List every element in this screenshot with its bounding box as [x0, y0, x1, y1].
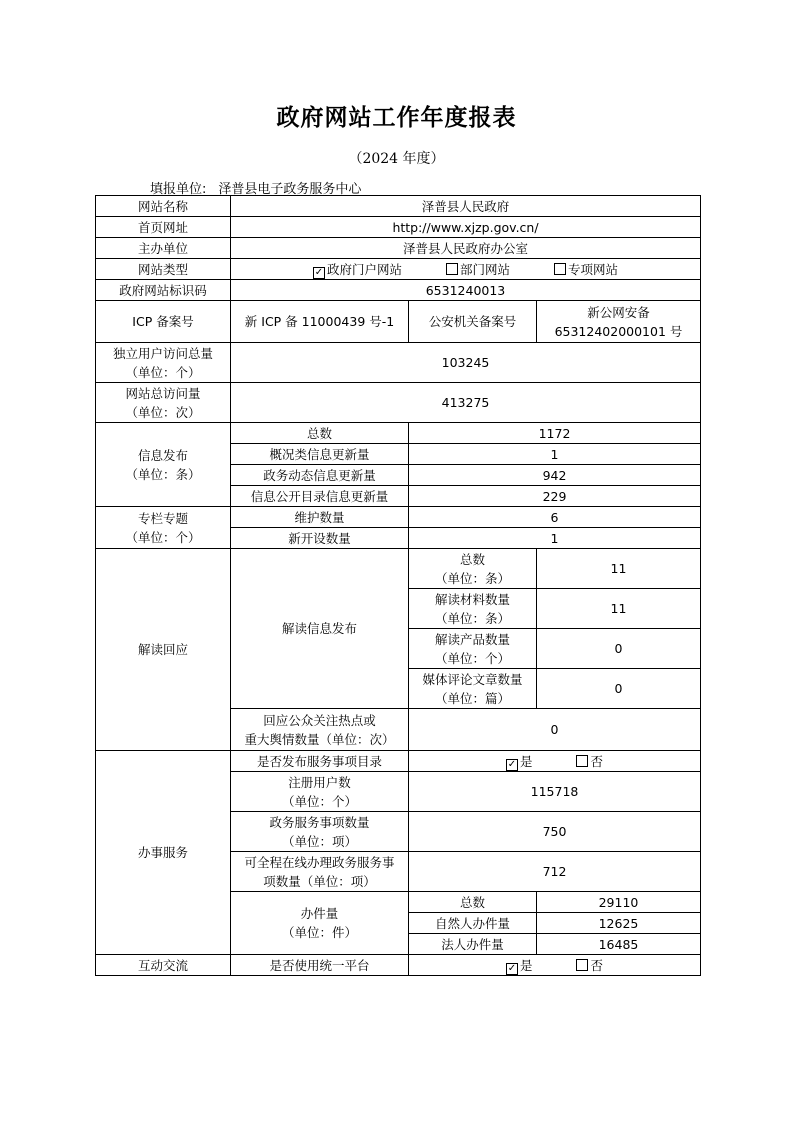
unique-visitors-value: 103245	[231, 343, 701, 383]
info-item-label: 总数	[231, 423, 409, 444]
unified-platform-options	[409, 955, 701, 976]
table-row	[96, 423, 701, 444]
service-catalog-yes: ✓ 是	[507, 753, 533, 770]
unified-platform-label: 是否使用统一平台	[231, 955, 409, 976]
table-row	[96, 955, 701, 976]
site-name-value: 泽普县人民政府	[231, 196, 701, 217]
checkbox-empty-icon	[576, 959, 588, 971]
interpretation-item-label: 解读产品数量 （单位：个）	[409, 629, 537, 669]
interpretation-item-label: 总数 （单位：条）	[409, 549, 537, 589]
table-row	[96, 217, 701, 238]
checkbox-empty-icon	[576, 755, 588, 767]
police-record-value: 新公网安备 65312402000101 号	[537, 301, 701, 343]
columns-item-value: 6	[409, 507, 701, 528]
registered-users-label: 注册用户数 （单位：个）	[231, 772, 409, 812]
online-items-label: 可全程在线办理政务服务事 项数量（单位：项）	[231, 852, 409, 892]
case-item-label: 总数	[409, 892, 537, 913]
service-items-value: 750	[409, 812, 701, 852]
site-type-option-special: 专项网站	[554, 262, 618, 277]
police-record-label: 公安机关备案号	[409, 301, 537, 343]
online-items-value: 712	[409, 852, 701, 892]
unique-visitors-label: 独立用户访问总量 （单位：个）	[96, 343, 231, 383]
cases-label: 办件量 （单位：件）	[231, 892, 409, 955]
table-row	[96, 196, 701, 217]
info-publish-label: 信息发布 （单位：条）	[96, 423, 231, 507]
interpretation-item-value: 0	[537, 629, 701, 669]
sponsor-value: 泽普县人民政府办公室	[231, 238, 701, 259]
services-label: 办事服务	[96, 751, 231, 955]
table-row	[96, 549, 701, 589]
info-item-label: 信息公开目录信息更新量	[231, 486, 409, 507]
checkbox-checked-icon: ✓	[507, 962, 517, 974]
checkbox-checked-icon: ✓	[314, 266, 324, 278]
info-item-label: 概况类信息更新量	[231, 444, 409, 465]
report-year: （2024 年度）	[348, 151, 445, 167]
info-item-value: 229	[409, 486, 701, 507]
table-row	[96, 383, 701, 423]
report-table	[95, 195, 701, 976]
unified-platform-yes: ✓ 是	[507, 957, 533, 974]
service-catalog-no: 否	[576, 754, 603, 769]
interpretation-item-label: 媒体评论文章数量 （单位：篇）	[409, 669, 537, 709]
table-row	[96, 507, 701, 528]
service-catalog-options	[409, 751, 701, 772]
icp-value: 新 ICP 备 11000439 号-1	[231, 301, 409, 343]
table-row	[96, 301, 701, 343]
checkbox-checked-icon: ✓	[507, 758, 517, 770]
site-name-label: 网站名称	[96, 196, 231, 217]
service-catalog-label: 是否发布服务事项目录	[231, 751, 409, 772]
interpretation-item-label: 解读材料数量 （单位：条）	[409, 589, 537, 629]
columns-label: 专栏专题 （单位：个）	[96, 507, 231, 549]
interaction-label: 互动交流	[96, 955, 231, 976]
checkbox-empty-icon	[554, 263, 566, 275]
site-type-label: 网站类型	[96, 259, 231, 280]
page-title: 政府网站工作年度报表	[276, 104, 517, 131]
columns-item-label: 维护数量	[231, 507, 409, 528]
table-row	[96, 259, 701, 280]
site-type-option-department: 部门网站	[446, 262, 510, 277]
reporting-unit-value: 泽普县电子政务服务中心	[218, 182, 362, 197]
icp-label: ICP 备案号	[96, 301, 231, 343]
info-item-value: 1172	[409, 423, 701, 444]
homepage-value: http://www.xjzp.gov.cn/	[231, 217, 701, 238]
response-label: 回应公众关注热点或 重大舆情数量（单位：次）	[231, 709, 409, 751]
service-items-label: 政务服务事项数量 （单位：项）	[231, 812, 409, 852]
interpretation-item-value: 11	[537, 589, 701, 629]
info-item-value: 1	[409, 444, 701, 465]
site-id-label: 政府网站标识码	[96, 280, 231, 301]
response-value: 0	[409, 709, 701, 751]
registered-users-value: 115718	[409, 772, 701, 812]
site-id-value: 6531240013	[231, 280, 701, 301]
table-row	[96, 751, 701, 772]
sponsor-label: 主办单位	[96, 238, 231, 259]
checkbox-empty-icon	[446, 263, 458, 275]
total-visits-value: 413275	[231, 383, 701, 423]
interpretation-item-value: 11	[537, 549, 701, 589]
info-item-value: 942	[409, 465, 701, 486]
columns-item-label: 新开设数量	[231, 528, 409, 549]
table-row	[96, 280, 701, 301]
case-item-value: 29110	[537, 892, 701, 913]
case-item-value: 12625	[537, 913, 701, 934]
case-item-label: 自然人办件量	[409, 913, 537, 934]
table-row	[96, 238, 701, 259]
site-type-option-portal: ✓ 政府门户网站	[314, 261, 402, 278]
info-item-label: 政务动态信息更新量	[231, 465, 409, 486]
columns-item-value: 1	[409, 528, 701, 549]
total-visits-label: 网站总访问量 （单位：次）	[96, 383, 231, 423]
case-item-value: 16485	[537, 934, 701, 955]
unified-platform-no: 否	[576, 958, 603, 973]
interpretation-item-value: 0	[537, 669, 701, 709]
reporting-unit-label: 填报单位:	[150, 182, 207, 197]
interpretation-publish-label: 解读信息发布	[231, 549, 409, 709]
interpretation-label: 解读回应	[96, 549, 231, 751]
site-type-options	[231, 259, 701, 280]
homepage-label: 首页网址	[96, 217, 231, 238]
case-item-label: 法人办件量	[409, 934, 537, 955]
table-row	[96, 343, 701, 383]
